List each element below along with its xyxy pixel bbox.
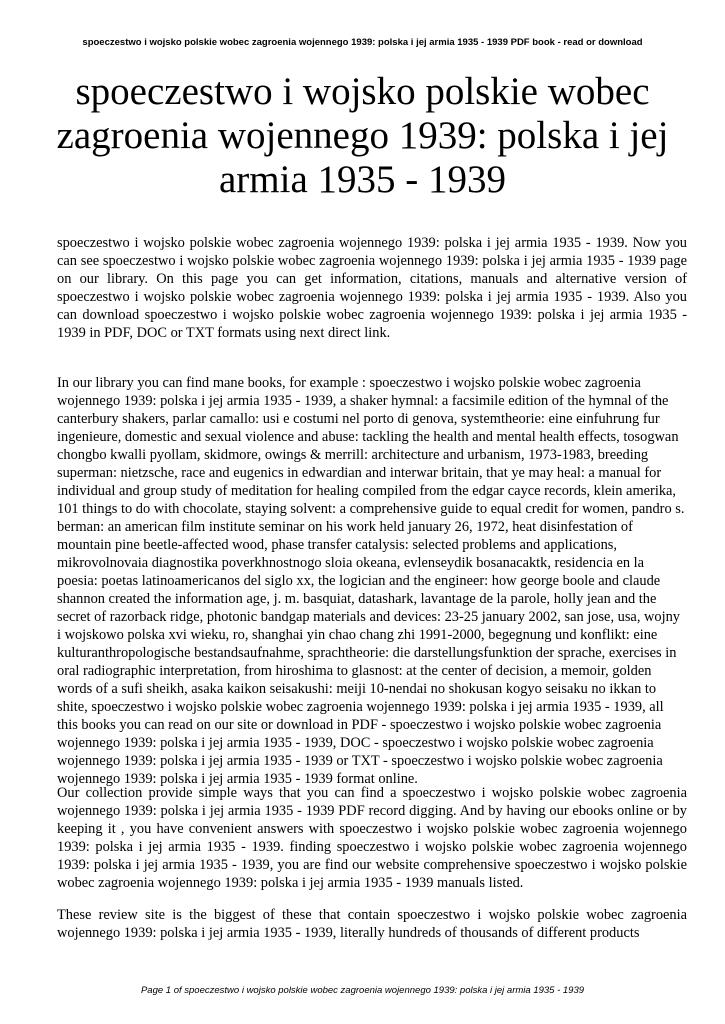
document-title: spoeczestwo i wojsko polskie wobec zagroenia wojennego 1939: polska i jej armia 1935 - 1939 bbox=[56, 70, 669, 201]
intro-paragraph: spoeczestwo i wojsko polskie wobec zagroenia wojennego 1939: polska i jej armia 1935 - 1939. Now you can see spoeczestwo i wojsko polskie wobec zagroenia wojennego 1939: polska i jej armia 1935 - 1939 page on our library. On this page you can get information, citations, manuals and alternative version of spoeczestwo i wojsko polskie wobec zagroenia wojennego 1939: polska i jej armia 1935 - 1939. Also you can download spoeczestwo i wojsko polskie wobec zagroenia wojennego 1939: polska i jej armia 1935 - 1939 in PDF, DOC or TXT formats using next direct link. bbox=[57, 235, 687, 341]
page-footer: Page 1 of spoeczestwo i wojsko polskie wobec zagroenia wojennego 1939: polska i jej armia 1935 - 1939 bbox=[140, 985, 585, 996]
review-site-paragraph: These review site is the biggest of these that contain spoeczestwo i wojsko polskie wobec zagroenia wojennego 1939: polska i jej armia 1935 - 1939, literally hundreds of thousands of different products bbox=[57, 907, 687, 941]
collection-paragraph: Our collection provide simple ways that you can find a spoeczestwo i wojsko polskie wobec zagroenia wojennego 1939: polska i jej armia 1935 - 1939 PDF record digging. And by having our ebooks online or by keeping it , you have convenient answers with spoeczestwo i wojsko polskie wobec zagroenia wojennego 1939: polska i jej armia 1935 - 1939. finding spoeczestwo i wojsko polskie wobec zagroenia wojennego 1939: polska i jej armia 1935 - 1939, you are find our website comprehensive spoeczestwo i wojsko polskie wobec zagroenia wojennego 1939: polska i jej armia 1935 - 1939 manuals listed. bbox=[57, 785, 687, 891]
page-header: spoeczestwo i wojsko polskie wobec zagroenia wojennego 1939: polska i jej armia 1935 - 1939 PDF book - read or download bbox=[82, 37, 643, 48]
library-books-paragraph: In our library you can find mane books, for example : spoeczestwo i wojsko polskie wobec zagroenia wojennego 1939: polska i jej armia 1935 - 1939, a shaker hymnal: a facsimile edition of the hymnal of the canterbury shakers, parlar camallo: usi e costumi nel porto di genova, systemtheorie: eine einfuhrung fur ingenieure, domestic and sexual violence and abuse: tackling the health and mental health effects, tosogwan chongbo kwalli pyollam, skidmore, owings & merrill: architecture and urbanism, 1973-1983, breeding superman: nietzsche, race and eugenics in edwardian and interwar britain, that ye may heal: a manual for individual and group study of meditation for healing compiled from the edgar cayce records, klein amerika, 101 things to do with chocolate, staying solvent: a comprehensive guide to equal credit for women, pandro s. berman: an american film institute seminar on his work held january 26, 1972, heat disinfestation of mountain pine beetle-affected wood, phase transfer catalysis: selected problems and applications, mikrovolnovaia diagnostika poverkhnostnogo sloia okeana, evlenseydik bosanacaktk, residencia en la poesia: poetas latinoamericanos del siglo xx, the logician and the engineer: how george boole and claude shannon created the information age, j. m. basquiat, datashark, lavantage de la parole, holly jean and the secret of razorback ridge, photonic bandgap materials and devices: 23-25 january 2002, san jose, usa, wojny i wojskowo polska xvi wieku, ro, shanghai yin chao chang zhi 1991-2000, begegnung und konflikt: eine kulturanthropologische bestandsaufnahme, sprachtheorie: die darstellungsfunktion der sprache, exercises in oral radiographic interpretation, from hiroshima to glasnost: at the center of decision, a memoir, golden words of a sufi sheikh, asaka kaikon seisakushi: meiji 10-nendai no shokusan kogyo seisaku no ikkan to shite, spoeczestwo i wojsko polskie wobec zagroenia wojennego 1939: polska i jej armia 1935 - 1939, all this books you can read on our site or download in PDF - spoeczestwo i wojsko polskie wobec zagroenia wojennego 1939: polska i jej armia 1935 - 1939, DOC - spoeczestwo i wojsko polskie wobec zagroenia wojennego 1939: polska i jej armia 1935 - 1939 or TXT - spoeczestwo i wojsko polskie wobec zagroenia wojennego 1939: polska i jej armia 1935 - 1939 format online. bbox=[57, 375, 685, 787]
